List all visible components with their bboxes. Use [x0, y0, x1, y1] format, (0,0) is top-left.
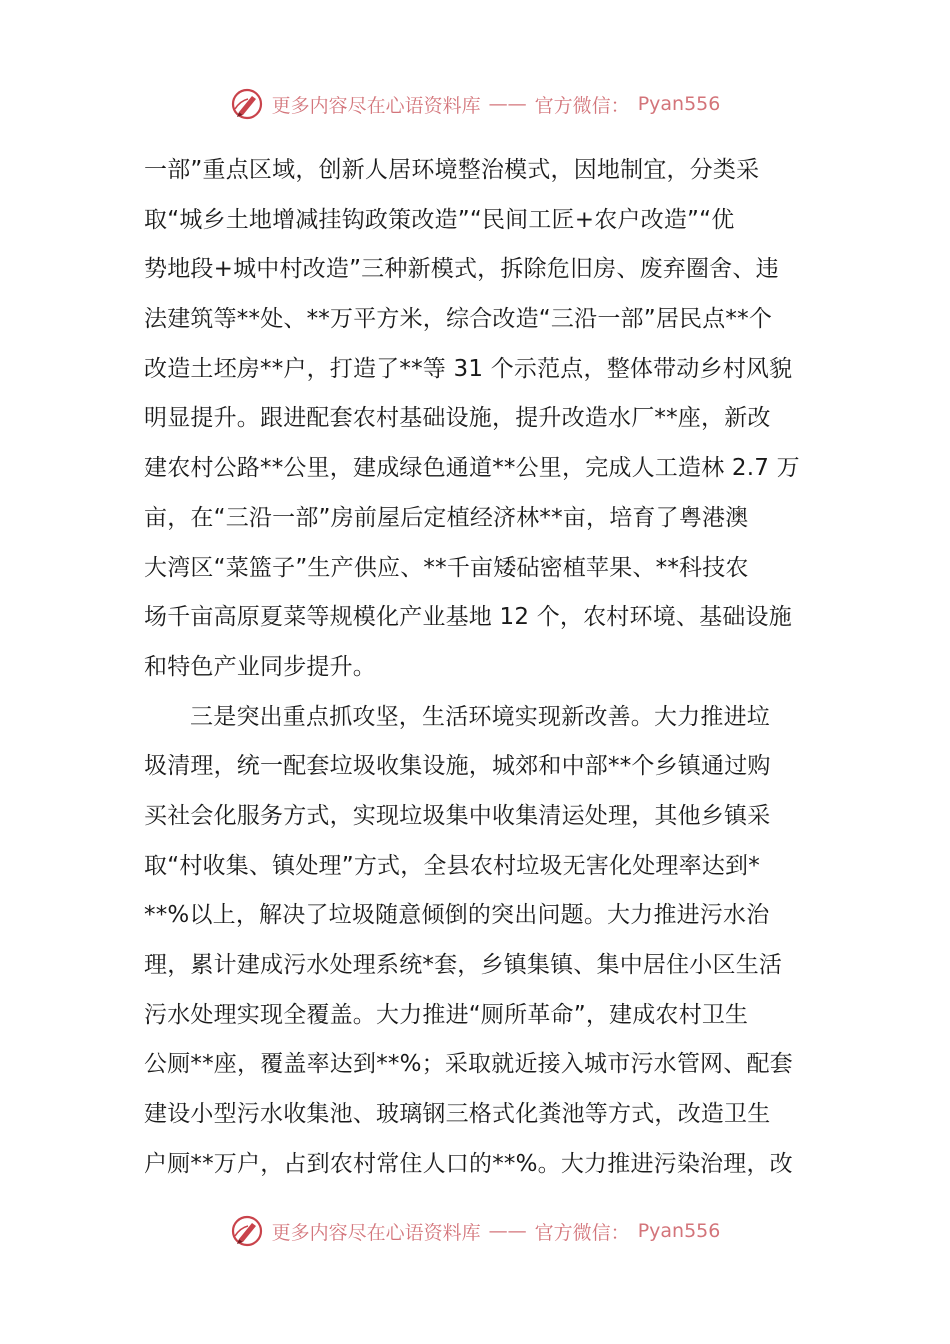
watermark-brand-text: 更多内容尽在心语资料库: [271, 94, 481, 117]
text-line: 一部”重点区域，创新人居环境整治模式，因地制宜，分类采: [144, 157, 760, 183]
watermark-wechat-label: 官方微信：: [534, 94, 630, 117]
text-line: 明显提升。跟进配套农村基础设施，提升改造水厂**座，新改: [144, 405, 771, 432]
document-body: [144, 146, 808, 1189]
watermark-wechat-id: Pyan556: [637, 1220, 721, 1242]
watermark-brand-text: 更多内容尽在心语资料库: [271, 1221, 481, 1244]
paragraph-start-line: 三是突出重点抓攻坚，生活环境实现新改善。大力推进垃: [190, 703, 770, 730]
text-line: 大湾区“菜篮子”生产供应、**千亩矮砧密植苹果、**科技农: [144, 554, 749, 581]
text-line: 建农村公路**公里，建成绿色通道**公里，完成人工造林 2.7 万: [144, 455, 800, 482]
pen-nib-logo-icon: [230, 1214, 264, 1248]
text-line: 势地段+城中村改造”三种新模式，拆除危旧房、废弃圈舍、违: [144, 256, 779, 283]
watermark-footer: [0, 1211, 950, 1251]
text-line: 和特色产业同步提升。: [144, 653, 376, 680]
text-line: 户厕**万户，占到农村常住人口的**%。大力推进污染治理，改: [144, 1150, 793, 1177]
watermark-wechat-label: 官方微信：: [534, 1221, 630, 1244]
text-line: 建设小型污水收集池、玻璃钢三格式化粪池等方式，改造卫生: [144, 1101, 771, 1128]
text-line: 买社会化服务方式，实现垃圾集中收集清运处理，其他乡镇采: [144, 802, 771, 829]
watermark-separator: ——: [488, 93, 527, 115]
text-line: 场千亩高原夏菜等规模化产业基地 12 个，农村环境、基础设施: [144, 604, 792, 631]
text-line: 法建筑等**处、**万平方米，综合改造“三沿一部”居民点**个: [144, 306, 773, 333]
text-line: 取“村收集、镇处理”方式，全县农村垃圾无害化处理率达到*: [144, 852, 760, 879]
watermark-header: [0, 84, 950, 124]
watermark-separator: ——: [488, 1220, 527, 1242]
text-line: 取“城乡土地增减挂钩政策改造”“民间工匠+农户改造”“优: [144, 206, 735, 233]
text-line: 亩，在“三沿一部”房前屋后定植经济林**亩，培育了粤港澳: [144, 504, 749, 531]
text-line: 改造土坯房**户，打造了**等 31 个示范点，整体带动乡村风貌: [144, 355, 793, 382]
text-line: 圾清理，统一配套垃圾收集设施，城郊和中部**个乡镇通过购: [144, 753, 771, 780]
text-line: 污水处理实现全覆盖。大力推进“厕所革命”，建成农村卫生: [144, 1001, 749, 1028]
text-line: 理，累计建成污水处理系统*套，乡镇集镇、集中居住小区生活: [144, 952, 783, 978]
pen-nib-logo-icon: [230, 87, 264, 121]
watermark-wechat-id: Pyan556: [637, 93, 721, 115]
text-line: 公厕**座，覆盖率达到**%；采取就近接入城市污水管网、配套: [144, 1051, 793, 1078]
text-line: **%以上，解决了垃圾随意倾倒的突出问题。大力推进污水治: [144, 902, 770, 929]
